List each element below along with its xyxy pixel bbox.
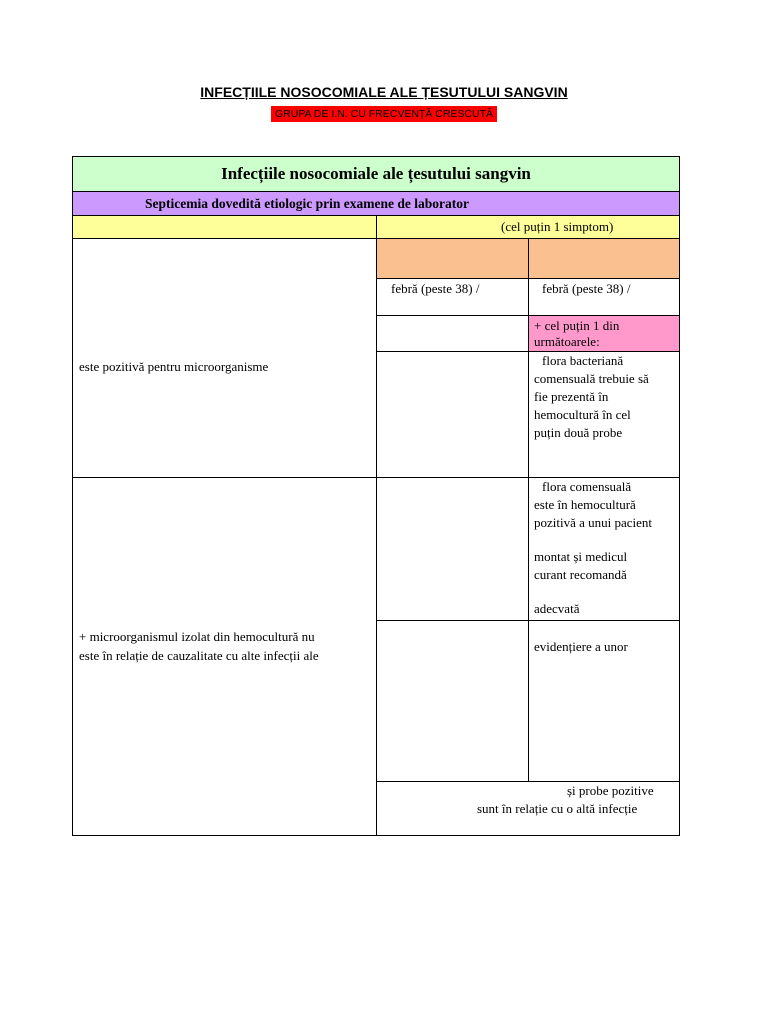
flora2-line: pozitivă a unui pacient [534, 515, 653, 530]
evidence-cell-mid [376, 620, 529, 782]
flora2-line: este în hemocultură [534, 497, 636, 512]
flora-line: hemocultură în cel [534, 407, 631, 422]
flora2-cell-right [528, 477, 680, 621]
orange-cell-mid [376, 238, 529, 279]
flora2-line: montat și medicul [534, 549, 628, 564]
section-row [72, 191, 680, 216]
plus-cell-mid [376, 315, 529, 352]
flora2-cell-mid [376, 477, 529, 621]
evidence-cell-right [528, 620, 680, 782]
flora-line: flora bacteriană [542, 353, 624, 368]
left-cell-1-text: este pozitivă pentru microorganisme [79, 359, 269, 374]
left-cell-1 [72, 238, 377, 478]
table-header-text: Infecțiile nosocomiale ale țesutului sangvin [221, 164, 531, 183]
bottom-merged-cell [376, 781, 680, 836]
orange-cell-right [528, 238, 680, 279]
flora2-line: flora comensuală [542, 479, 632, 494]
bottom-line-2: sunt în relație cu o altă infecție [477, 801, 638, 816]
yellow-row-left [72, 215, 377, 239]
flora-line: puțin două probe [534, 425, 623, 440]
page-title: INFECȚIILE NOSOCOMIALE ALE ȚESUTULUI SANGVIN [200, 84, 568, 100]
left-cell-2-line2: este în relație de cauzalitate cu alte infecții ale [79, 648, 319, 663]
left-cell-2 [72, 477, 377, 836]
flora-cell-right [528, 351, 680, 478]
plus-line-1: + cel puțin 1 din [534, 318, 620, 333]
flora-cell-mid [376, 351, 529, 478]
fever-cell-mid [376, 278, 529, 316]
symptom-note: (cel puțin 1 simptom) [501, 219, 614, 234]
flora2-line: adecvată [534, 601, 580, 616]
flora2-line: curant recomandă [534, 567, 627, 582]
left-cell-2-line1: + microorganismul izolat din hemocultură nu [79, 629, 315, 644]
fever-cell-right [528, 278, 680, 316]
bottom-line-1: și probe pozitive [567, 783, 654, 798]
flora-line: comensuală trebuie să [534, 371, 649, 386]
yellow-row-right [376, 215, 680, 239]
table-header [72, 156, 680, 192]
fever-mid-text: febră (peste 38) / [391, 281, 480, 296]
evidence-text: evidențiere a unor [534, 639, 628, 654]
page-subtitle: GRUPA DE I.N. CU FRECVENȚĂ CRESCUTĂ [271, 106, 497, 122]
fever-right-text: febră (peste 38) / [542, 281, 631, 296]
flora-line: fie prezentă în [534, 389, 609, 404]
plus-cell-right [528, 315, 680, 352]
plus-line-2: următoarele: [534, 334, 600, 349]
section-text: Septicemia dovedită etiologic prin examene de laborator [145, 196, 469, 211]
